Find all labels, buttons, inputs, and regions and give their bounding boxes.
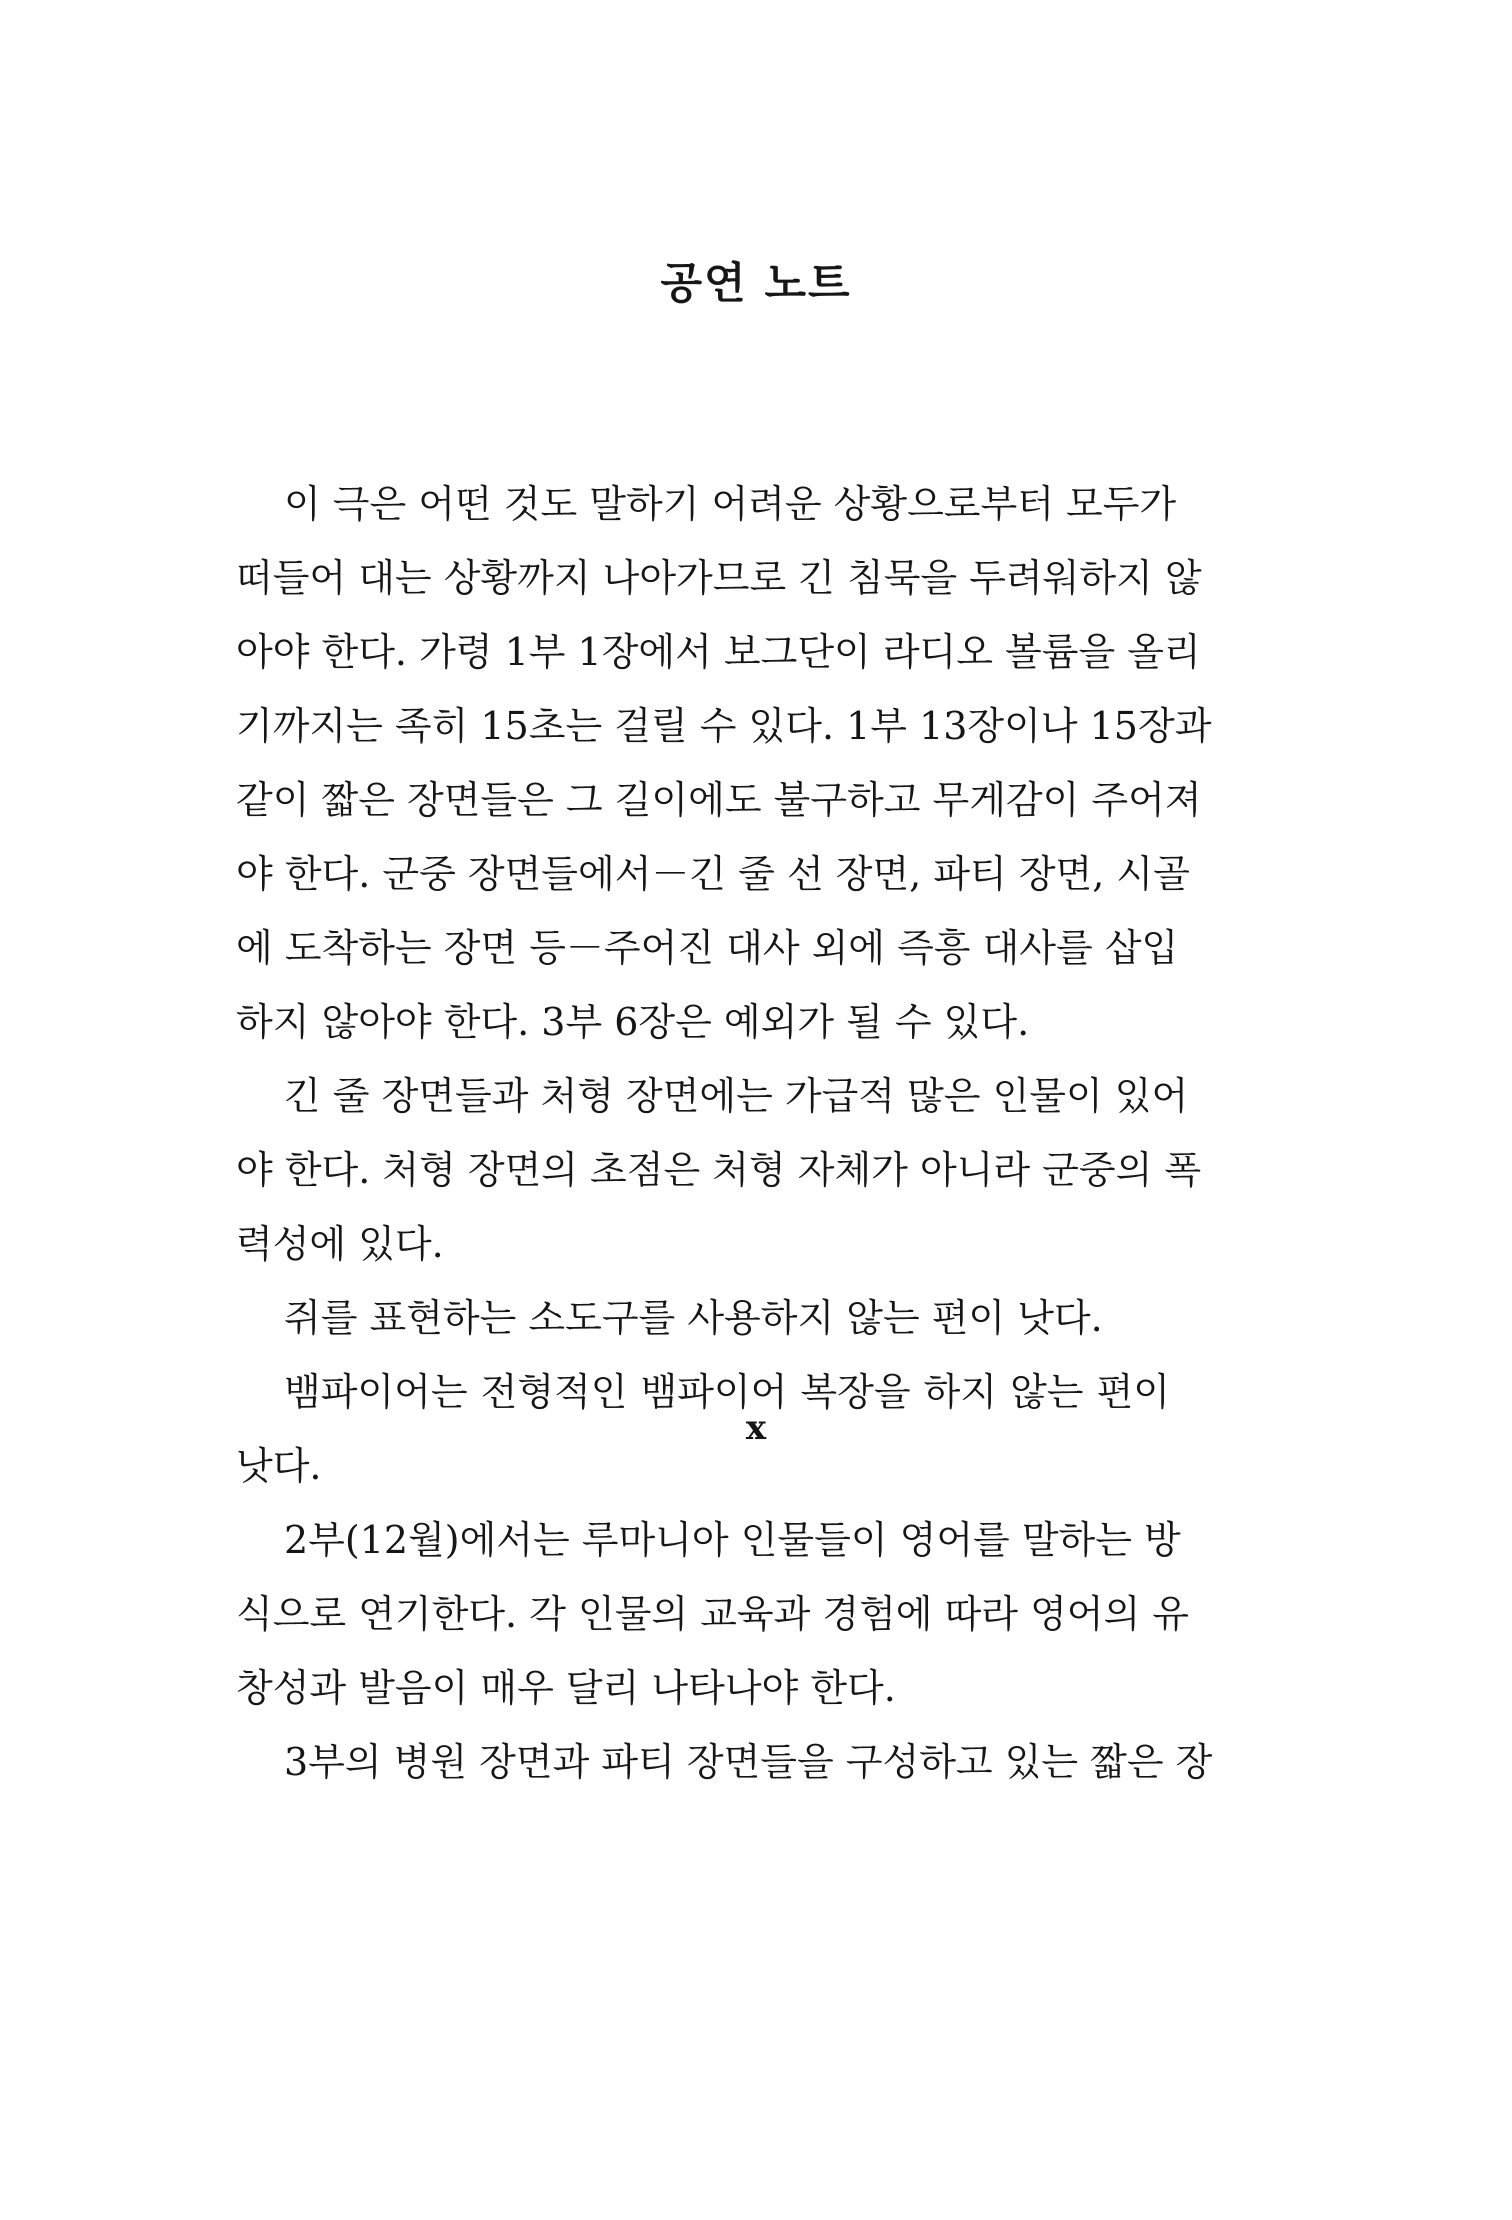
text-line: 2부(12월)에서는 루마니아 인물들이 영어를 말하는 방	[284, 1518, 1181, 1562]
text-line: 낫다.	[236, 1444, 322, 1488]
text-line: 하지 않아야 한다. 3부 6장은 예외가 될 수 있다.	[236, 1000, 1030, 1044]
text-line: 3부의 병원 장면과 파티 장면들을 구성하고 있는 짧은 장	[284, 1740, 1213, 1784]
text-line: 야 한다. 군중 장면들에서－긴 줄 선 장면, 파티 장면, 시골	[236, 852, 1190, 896]
text-line: 식으로 연기한다. 각 인물의 교육과 경험에 따라 영어의 유	[236, 1592, 1189, 1636]
text-line: 이 극은 어떤 것도 말하기 어려운 상황으로부터 모두가	[284, 482, 1177, 526]
text-line: 야 한다. 처형 장면의 초점은 처형 자체가 아니라 군중의 폭	[236, 1148, 1202, 1192]
text-line: 창성과 발음이 매우 달리 나타나야 한다.	[236, 1666, 896, 1710]
text-line: 뱀파이어는 전형적인 뱀파이어 복장을 하지 않는 편이	[284, 1370, 1170, 1414]
text-line: 기까지는 족히 15초는 걸릴 수 있다. 1부 13장이나 15장과	[236, 704, 1212, 748]
body-text	[236, 474, 1213, 1806]
text-line: 력성에 있다.	[236, 1222, 444, 1266]
text-line: 떠들어 대는 상황까지 나아가므로 긴 침묵을 두려워하지 않	[236, 556, 1202, 600]
text-line: 아야 한다. 가령 1부 1장에서 보그단이 라디오 볼륨을 올리	[236, 630, 1201, 674]
text-line: 긴 줄 장면들과 처형 장면에는 가급적 많은 인물이 있어	[284, 1074, 1189, 1118]
text-line: 같이 짧은 장면들은 그 길이에도 불구하고 무게감이 주어져	[236, 778, 1202, 822]
text-line: 쥐를 표현하는 소도구를 사용하지 않는 편이 낫다.	[284, 1296, 1103, 1340]
text-line: 에 도착하는 장면 등－주어진 대사 외에 즉흥 대사를 삽입	[236, 926, 1179, 970]
page-title: 공연 노트	[660, 259, 852, 309]
page-number: x	[745, 1408, 767, 1448]
